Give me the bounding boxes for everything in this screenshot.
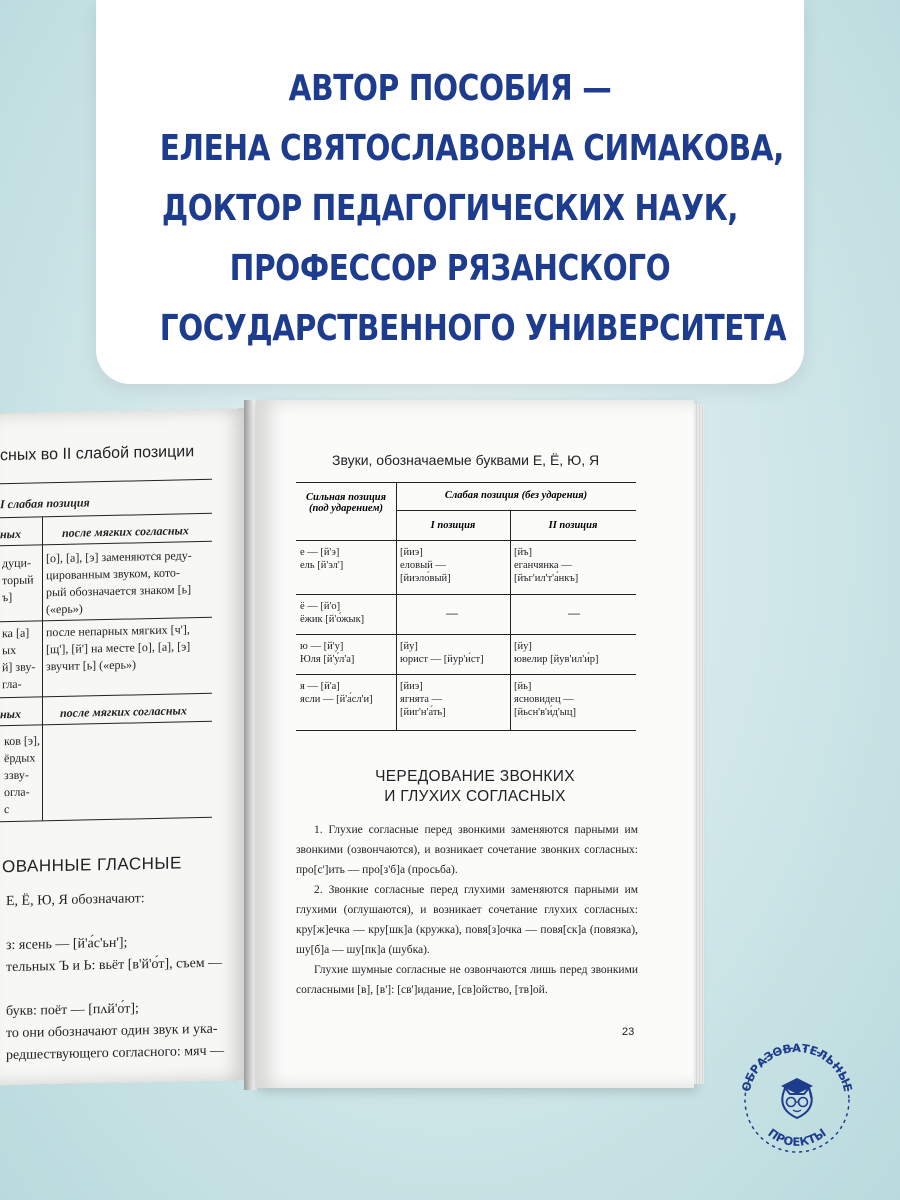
pos1-header: I позиция (430, 520, 476, 531)
page-number: 23 (622, 1026, 635, 1038)
table-row-ya-pos2: [йь] ясновидец — [йьсн'в'и́д'ыц] (514, 681, 576, 718)
table-row-yu-pos1: [йу] юрист — [йур'и́ст] (400, 641, 484, 665)
row1-col-b: [о], [а], [э] заменяются реду- цированным звуком, кото- рый обозначается знаком [ь] («ерь») (46, 548, 192, 617)
pos2-header: II позиция (548, 520, 598, 531)
author-banner (96, 0, 804, 384)
publisher-logo (735, 1028, 859, 1168)
sounds-table (296, 482, 636, 740)
right-page-heading: Звуки, обозначаемые буквами Е, Ё, Ю, Я (332, 452, 600, 468)
table-row-yo-pos2: — (568, 606, 580, 620)
row2-col-a: ка [а] ых й] зву- гла- (2, 625, 36, 692)
table-row-yu-strong: ю — [й'у] Юля [й'у́л'а] (300, 641, 355, 665)
table-row-yo-strong: ё — [й'о] ёжик [й'о́жык] (300, 601, 365, 625)
row1-col-a: дуци- торый ъ] (2, 555, 34, 605)
banner-line-5: ГОСУДАРСТВЕННОГО УНИВЕРСИТЕТА (159, 308, 787, 349)
right-body-text (296, 820, 638, 1000)
logo-text-top: ОБРАЗОВАТЕЛЬНЫЕ (738, 1040, 856, 1094)
logo-text-bottom: ПРОЕКТЫ (765, 1125, 829, 1149)
left-page (0, 408, 250, 1085)
table-row-e-pos1: [йиэ] еловый — [йиэло́вый] (400, 547, 451, 584)
weak-position-header: Слабая позиция (без ударения) (444, 490, 588, 501)
paragraph-3: Глухие шумные согласные не озвончаются лишь перед звонкими согласными [в], [в']: [св']идание, [св]ойство, [тв]ой. (296, 964, 638, 996)
strong-position-header: Сильная позиция (под ударением) (305, 492, 387, 514)
table-row-yu-pos2: [йу] ювелир [йув'ил'и́р] (514, 641, 599, 665)
col-b-header: после мягких согласных (62, 523, 189, 540)
row2-col-b: после непарных мягких [ч'], [щ'], [й'] на месте [о], [а], [э] звучит [ь] («ерь») (46, 622, 191, 674)
owl-cat-icon (781, 1078, 813, 1118)
col-b-header-2: после мягких согласных (60, 703, 187, 720)
col-a-header: ных (0, 526, 21, 542)
table-row-ya-strong: я — [й'а] ясли — [й'а́сл'и] (300, 681, 373, 705)
banner-line-1: АВТОР ПОСОБИЯ — (288, 68, 612, 109)
right-section-title-line2: И ГЛУХИХ СОГЛАСНЫХ (384, 788, 566, 805)
table-row-yo-pos1: — (446, 606, 458, 620)
paragraph-1: 1. Глухие согласные перед звонкими заменяются парными им звонкими (озвончаются), и возникает сочетание звонких согласных: про[с']ить — про[з'б]а (просьба). (296, 824, 638, 876)
row3-col-a: ков [э], ёрдых ззву- огла- с (4, 733, 41, 817)
left-body-text: Е, Ё, Ю, Я обозначают: з: ясень — [й'а́с'ьн']; тельных Ъ и Ь: вьёт [в'й'о́т], съем — букв: поёт — [пʌй'о́т]; то они обозначают один звук и ука- редшествующего согласного: мяч — (6, 891, 225, 1064)
banner-line-2: ЕЛЕНА СВЯТОСЛАВОВНА СИМАКОВА, (159, 128, 784, 169)
table-row-e-strong: е — [й'э] ель [й'эл'] (300, 547, 344, 571)
open-book (0, 400, 720, 1090)
col-a-header-2: ных (0, 706, 21, 722)
right-page (256, 400, 694, 1088)
table-row-ya-pos1: [йиэ] ягнята — [йиг'н'а́ть] (400, 681, 446, 718)
paragraph-2: 2. Звонкие согласные перед глухими заменяются парными им глухими (оглушаются), и возникает сочетание глухих согласных: кру[ж]ечка — кру[шк]а (кружка), повя[з]очка — повя[ск]а (повязка), шу[б]а — шу[пк]а (шубка). (296, 884, 638, 956)
left-page-heading: сных во II слабой позиции (0, 443, 195, 465)
book-page-edges (694, 404, 704, 1084)
table-row-e-pos2: [йъ] еганчянка — [йъг'ил'т'а́нкъ] (514, 547, 579, 584)
left-section-title: ОВАННЫЕ ГЛАСНЫЕ (2, 853, 182, 877)
right-section-title-line1: ЧЕРЕДОВАНИЕ ЗВОНКИХ (375, 768, 575, 785)
table-group-header: I слабая позиция (0, 495, 90, 512)
banner-line-3: ДОКТОР ПЕДАГОГИЧЕСКИХ НАУК, (161, 188, 739, 229)
banner-line-4: ПРОФЕССОР РЯЗАНСКОГО (229, 248, 671, 289)
